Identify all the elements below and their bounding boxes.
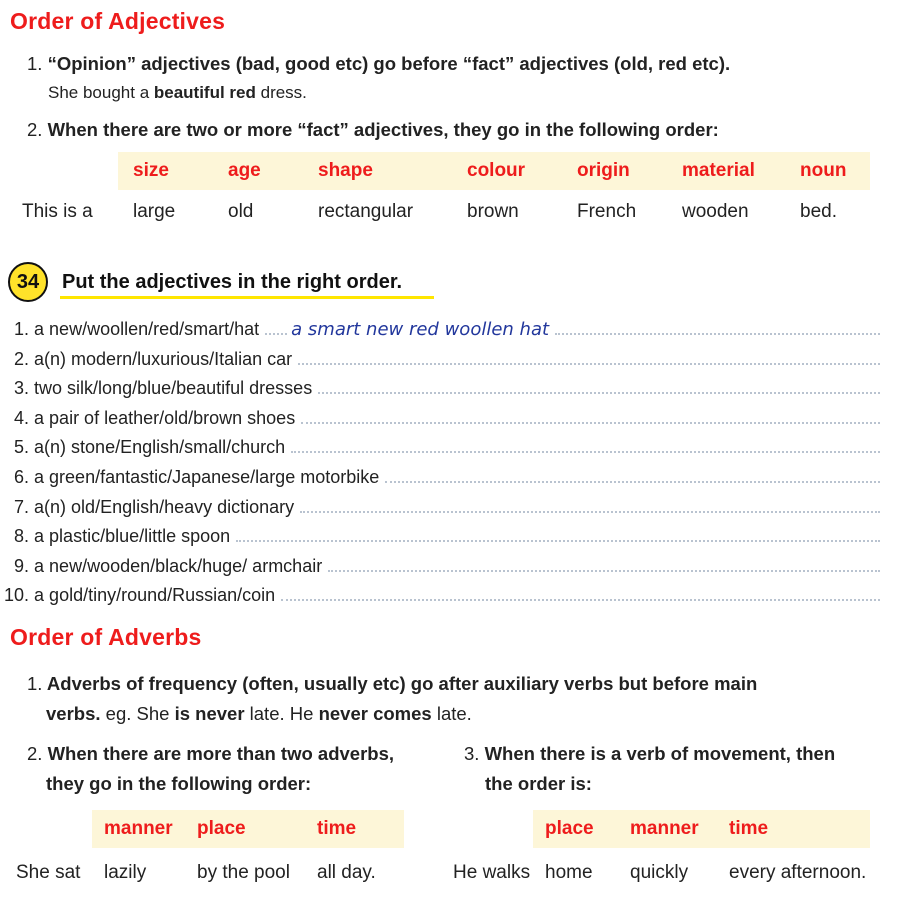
exercise-item xyxy=(4,553,880,577)
exercise-item xyxy=(4,346,880,370)
rule-text: When there is a verb of movement, then xyxy=(484,743,836,764)
adverb-rule-1 xyxy=(27,673,757,695)
example-text: eg. She xyxy=(100,703,175,724)
header-shape: shape xyxy=(318,160,373,181)
section-title-adjectives: Order of Adjectives xyxy=(10,8,226,34)
cell-manner: quickly xyxy=(630,862,689,883)
item-prompt: a(n) old/English/heavy dictionary xyxy=(34,496,295,517)
item-number: 7. xyxy=(14,496,30,517)
example-text: late. He xyxy=(244,703,319,724)
rule-number: 1. xyxy=(27,673,43,694)
item-number: 10. xyxy=(4,585,30,606)
example-text: She bought a xyxy=(48,83,154,102)
rule-number: 3. xyxy=(464,743,480,764)
rule-number: 2. xyxy=(27,119,43,140)
rule-text: Adverbs of frequency (often, usually etc) go after auxiliary verbs but before main xyxy=(46,673,758,694)
example-text: dress. xyxy=(255,83,307,102)
exercise-item xyxy=(4,582,880,606)
item-number: 6. xyxy=(14,466,30,487)
exercise-item xyxy=(4,494,880,518)
item-number: 3. xyxy=(14,378,30,399)
exercise-title-underline xyxy=(60,296,434,299)
item-prompt: a green/fantastic/Japanese/large motorbike xyxy=(34,466,380,487)
item-prompt: a(n) stone/English/small/church xyxy=(34,437,286,458)
rule-text: When there are two or more “fact” adjectives, they go in the following order: xyxy=(47,119,719,140)
exercise-item xyxy=(4,375,880,399)
adverb-rule-2-line2: they go in the following order: xyxy=(46,773,312,794)
header-size: size xyxy=(133,160,169,181)
cell-colour: brown xyxy=(467,201,519,222)
exercise-item xyxy=(4,523,880,547)
cell-place: by the pool xyxy=(197,862,290,883)
row-label: He walks xyxy=(453,862,531,883)
cell-noun: bed. xyxy=(800,201,837,222)
exercise-item xyxy=(4,434,880,458)
section-title-adverbs: Order of Adverbs xyxy=(10,624,202,650)
cell-place: home xyxy=(545,862,593,883)
header-place: place xyxy=(545,818,594,839)
cell-material: wooden xyxy=(682,201,749,222)
item-prompt: two silk/long/blue/beautiful dresses xyxy=(34,378,313,399)
header-manner: manner xyxy=(630,818,699,839)
header-age: age xyxy=(228,160,261,181)
header-time: time xyxy=(729,818,769,839)
exercise-number-badge: 34 xyxy=(8,262,48,302)
rule-number: 2. xyxy=(27,743,43,764)
adverb-rule-3-line2: the order is: xyxy=(485,773,592,794)
answer-line[interactable] xyxy=(291,450,880,453)
example-text: late. xyxy=(431,703,472,724)
answer-line[interactable] xyxy=(281,598,880,601)
cell-origin: French xyxy=(577,201,637,222)
rule-number: 1. xyxy=(27,53,43,74)
cell-shape: rectangular xyxy=(318,201,414,222)
header-colour: colour xyxy=(467,160,526,181)
cell-size: large xyxy=(133,201,176,222)
header-time: time xyxy=(317,818,357,839)
answer-line[interactable] xyxy=(236,539,880,542)
cell-age: old xyxy=(228,201,254,222)
item-prompt: a(n) modern/luxurious/Italian car xyxy=(34,348,293,369)
answer-line[interactable] xyxy=(328,569,880,572)
exercise-list xyxy=(4,316,880,606)
row-label: This is a xyxy=(22,201,93,222)
row-label: She sat xyxy=(16,862,81,883)
answer-line[interactable] xyxy=(301,421,880,424)
example-bold-text: is never xyxy=(174,703,245,724)
item-number: 8. xyxy=(14,526,30,547)
rule-text: verbs. xyxy=(46,703,101,724)
header-manner: manner xyxy=(104,818,173,839)
answer-line[interactable] xyxy=(385,480,880,483)
answer-line[interactable] xyxy=(555,332,880,335)
exercise-item xyxy=(4,464,880,488)
adverb-rule-2 xyxy=(27,743,394,765)
rule-text: When there are more than two adverbs, xyxy=(47,743,395,764)
answer-line[interactable] xyxy=(318,391,880,394)
item-number: 4. xyxy=(14,407,30,428)
exercise-item xyxy=(4,405,880,429)
item-number: 9. xyxy=(14,555,30,576)
header-noun: noun xyxy=(800,160,847,181)
cell-manner: lazily xyxy=(104,862,147,883)
example-bold-text: never comes xyxy=(318,703,432,724)
item-prompt: a pair of leather/old/brown shoes xyxy=(34,407,296,428)
item-prompt: a gold/tiny/round/Russian/coin xyxy=(34,585,276,606)
header-origin: origin xyxy=(577,160,630,181)
adverb-rule-1-example xyxy=(46,703,472,725)
answer-leader-dots xyxy=(265,333,287,335)
exercise-title: Put the adjectives in the right order. xyxy=(62,271,403,293)
answer-line[interactable] xyxy=(298,362,880,365)
item-prompt: a new/wooden/black/huge/ armchair xyxy=(34,555,323,576)
cell-time: every afternoon. xyxy=(729,862,867,883)
item-prompt: a plastic/blue/little spoon xyxy=(34,526,231,547)
exercise-item xyxy=(4,316,880,340)
header-place: place xyxy=(197,818,246,839)
cell-time: all day. xyxy=(317,862,376,883)
item-number: 1. xyxy=(14,319,30,339)
adverb-rule-3 xyxy=(464,743,835,765)
handwritten-answer: a smart new red woollen hat xyxy=(291,319,550,340)
rule-text: “Opinion” adjectives (bad, good etc) go before “fact” adjectives (old, red etc). xyxy=(47,53,731,74)
adjective-rule-1 xyxy=(27,53,730,75)
adjective-rule-2 xyxy=(27,119,719,141)
answer-line[interactable] xyxy=(300,510,880,513)
item-number: 5. xyxy=(14,437,30,458)
adjective-rule-1-example xyxy=(48,83,307,103)
header-material: material xyxy=(682,160,755,181)
item-prompt: a new/woollen/red/smart/hat xyxy=(34,319,260,339)
example-bold-text: beautiful red xyxy=(153,83,256,102)
item-number: 2. xyxy=(14,348,30,369)
